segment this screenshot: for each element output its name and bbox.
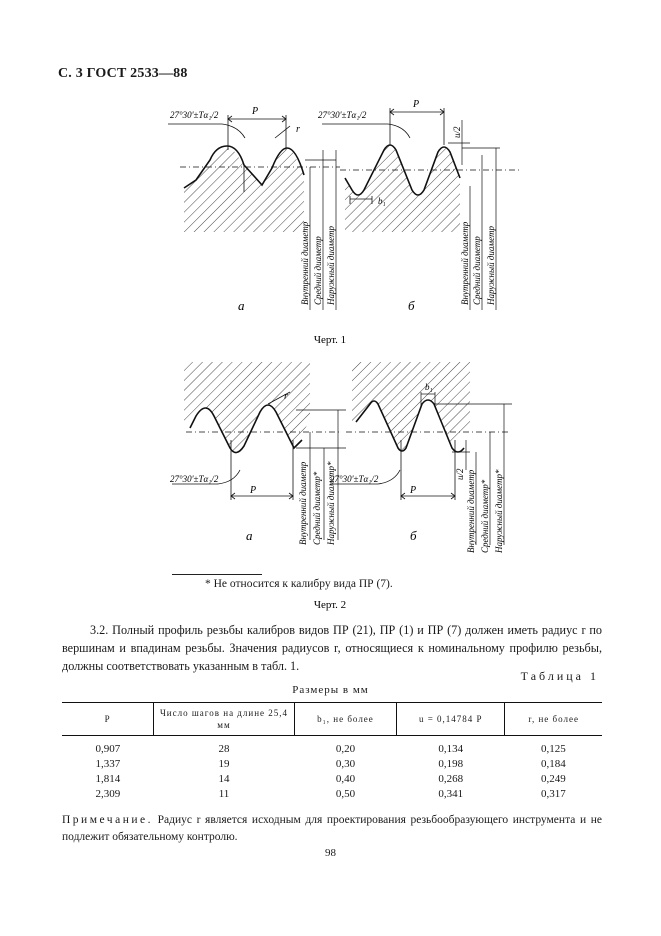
fig2b-angle-label: 27°30'±Tα₁/2 — [330, 474, 379, 484]
cell: 14 — [218, 772, 230, 785]
table-title: Таблица 1 — [520, 669, 599, 683]
cell: 0,341 — [438, 787, 464, 800]
cell: 0,50 — [335, 787, 356, 800]
fig2b-half-u-label: u/2 — [455, 468, 465, 480]
col-header-u: u = 0,14784 P — [397, 703, 505, 736]
table-header-row — [62, 703, 602, 736]
fig1a-diam-outer: Наружный диаметр — [326, 225, 336, 305]
paragraph-text: 3.2. Полный профиль резьбы калибров видов ПР (21), ПР (1) и ПР (7) должен иметь радиус r по вершинам и впадинам резьбы. Значения радиусов r, относящиеся к номинальному профилю резьбы, должны соответствовать указанным в табл. 1. — [62, 623, 602, 673]
fig1b-b1-label: b₁ — [378, 196, 386, 206]
col-header-r: r, не более — [505, 703, 602, 736]
note-text: Радиус r является исходным для проектирования резьбообразующего инструмента и не подлежит обязательному контролю. — [62, 814, 602, 843]
fig2b-pitch-label: P — [410, 485, 417, 496]
fig2a-angle-label: 27°30'±Tα₁/2 — [170, 474, 219, 484]
page-number: 98 — [325, 847, 336, 859]
fig2a-diam-mid: Средний диаметр* — [312, 471, 322, 545]
fig1b-diam-mid: Средний диаметр — [472, 236, 482, 305]
note-block — [62, 812, 602, 846]
fig1b-angle-label: 27°30'±Tα₁/2 — [318, 110, 367, 120]
note-label: Примечание. — [62, 814, 153, 826]
fig2-sub-b: б — [410, 528, 417, 543]
cell: 0,40 — [335, 772, 356, 785]
fig1b-diam-inner: Внутренний диаметр — [460, 221, 470, 305]
fig2b-diam-mid: Средний диаметр* — [480, 479, 490, 553]
fig2b-diam-outer: Наружный диаметр* — [494, 469, 504, 553]
fig2-sub-a: а — [246, 528, 253, 543]
footnote: * Не относится к калибру вида ПР (7). — [205, 578, 393, 590]
fig1b-pitch-label: P — [413, 99, 420, 110]
fig1-caption: Черт. 1 — [313, 334, 347, 346]
fig1b-diam-outer: Наружный диаметр — [486, 225, 496, 305]
fig1a-diam-inner: Внутренний диаметр — [300, 221, 310, 305]
fig1-sub-a: а — [238, 298, 245, 313]
col-header-p: P — [62, 703, 154, 736]
fig1a-diam-mid: Средний диаметр — [313, 236, 323, 305]
cell: 0,125 — [541, 742, 566, 755]
table-row — [62, 786, 602, 801]
fig2b-diam-inner: Внутренний диаметр — [466, 469, 476, 553]
footnote-divider — [172, 574, 262, 575]
radius-table — [62, 702, 602, 801]
cell: 0,198 — [438, 757, 464, 770]
fig1a-pitch-label: P — [252, 106, 259, 117]
table-row — [62, 771, 602, 786]
cell: 0,907 — [95, 742, 121, 755]
fig2b-b1-label: b₁ — [425, 382, 433, 392]
fig1a-radius-label: r — [296, 124, 300, 135]
cell: 0,20 — [335, 742, 356, 755]
cell: 19 — [218, 757, 230, 770]
page-header: С. 3 ГОСТ 2533—88 — [58, 66, 188, 81]
fig2a-pitch-label: P — [250, 485, 257, 496]
cell: 0,30 — [335, 757, 356, 770]
section-paragraph — [62, 621, 602, 675]
cell: 1,337 — [95, 757, 121, 770]
table-row — [62, 736, 602, 757]
fig2-caption: Черт. 2 — [313, 599, 347, 611]
col-header-steps: Число шагов на длине 25,4 мм — [154, 703, 294, 736]
table-units: Размеры в мм — [292, 684, 369, 696]
fig2a-diam-outer: Наружный диаметр* — [326, 461, 336, 545]
cell: 2,309 — [95, 787, 121, 800]
cell: 11 — [218, 787, 230, 800]
cell: 0,268 — [438, 772, 464, 785]
cell: 0,317 — [541, 787, 566, 800]
col-header-b1: b₁, не более — [294, 703, 397, 736]
table-row — [62, 756, 602, 771]
cell: 0,249 — [541, 772, 566, 785]
fig1a-angle-label: 27°30'±Tα₁/2 — [170, 110, 219, 120]
fig2a-diam-inner: Внутренний диаметр — [298, 461, 308, 545]
fig1b-half-u-label: u/2 — [452, 126, 462, 138]
fig1-sub-b: б — [408, 298, 415, 313]
cell: 1,814 — [95, 772, 121, 785]
cell: 0,184 — [541, 757, 566, 770]
cell: 28 — [218, 742, 230, 755]
cell: 0,134 — [438, 742, 464, 755]
fig2a-radius-label: r — [284, 391, 288, 402]
